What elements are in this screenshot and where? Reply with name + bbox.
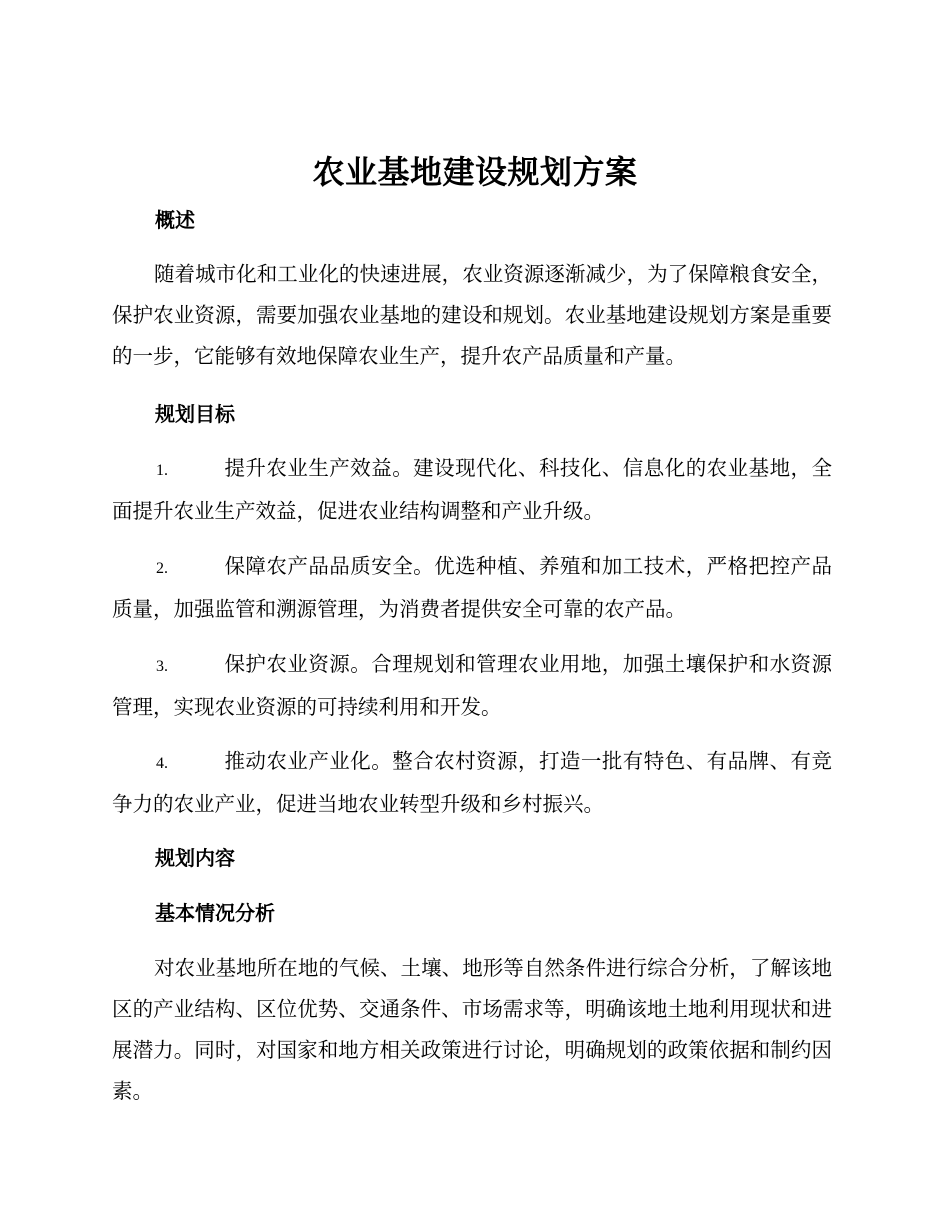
goal-text: 保障农产品品质安全。优选种植、养殖和加工技术，严格把控产品质量，加强监管和溯源管理，为消费者提供安全可靠的农产品。 — [112, 554, 832, 621]
goal-text: 推动农业产业化。整合农村资源，打造一批有特色、有品牌、有竞争力的农业产业，促进当地农业转型升级和乡村振兴。 — [112, 749, 832, 816]
goal-number: 4. — [156, 755, 168, 772]
goal-text: 保护农业资源。合理规划和管理农业用地，加强土壤保护和水资源管理，实现农业资源的可持续利用和开发。 — [112, 652, 832, 719]
content-heading: 规划内容 — [155, 846, 235, 870]
document-title: 农业基地建设规划方案 — [312, 153, 638, 191]
goal-item — [112, 644, 832, 728]
goal-text: 提升农业生产效益。建设现代化、科技化、信息化的农业基地，全面提升农业生产效益，促进农业结构调整和产业升级。 — [112, 456, 832, 523]
overview-heading: 概述 — [155, 208, 195, 232]
goals-heading: 规划目标 — [155, 402, 235, 426]
goal-number: 3. — [156, 658, 168, 675]
overview-paragraph: 随着城市化和工业化的快速进展，农业资源逐渐减少，为了保障粮食安全，保护农业资源，需要加强农业基地的建设和规划。农业基地建设规划方案是重要的一步，它能够有效地保障农业生产，提升农产品质量和产量。 — [112, 262, 832, 368]
goal-item — [112, 546, 832, 630]
goal-number: 2. — [156, 560, 168, 577]
goal-item — [112, 741, 832, 825]
analysis-heading: 基本情况分析 — [155, 901, 275, 925]
goal-item — [112, 448, 832, 532]
goal-number: 1. — [156, 462, 168, 479]
analysis-paragraph: 对农业基地所在地的气候、土壤、地形等自然条件进行综合分析，了解该地区的产业结构、区位优势、交通条件、市场需求等，明确该地土地利用现状和进展潜力。同时，对国家和地方相关政策进行讨论，明确规划的政策依据和制约因素。 — [112, 956, 832, 1103]
